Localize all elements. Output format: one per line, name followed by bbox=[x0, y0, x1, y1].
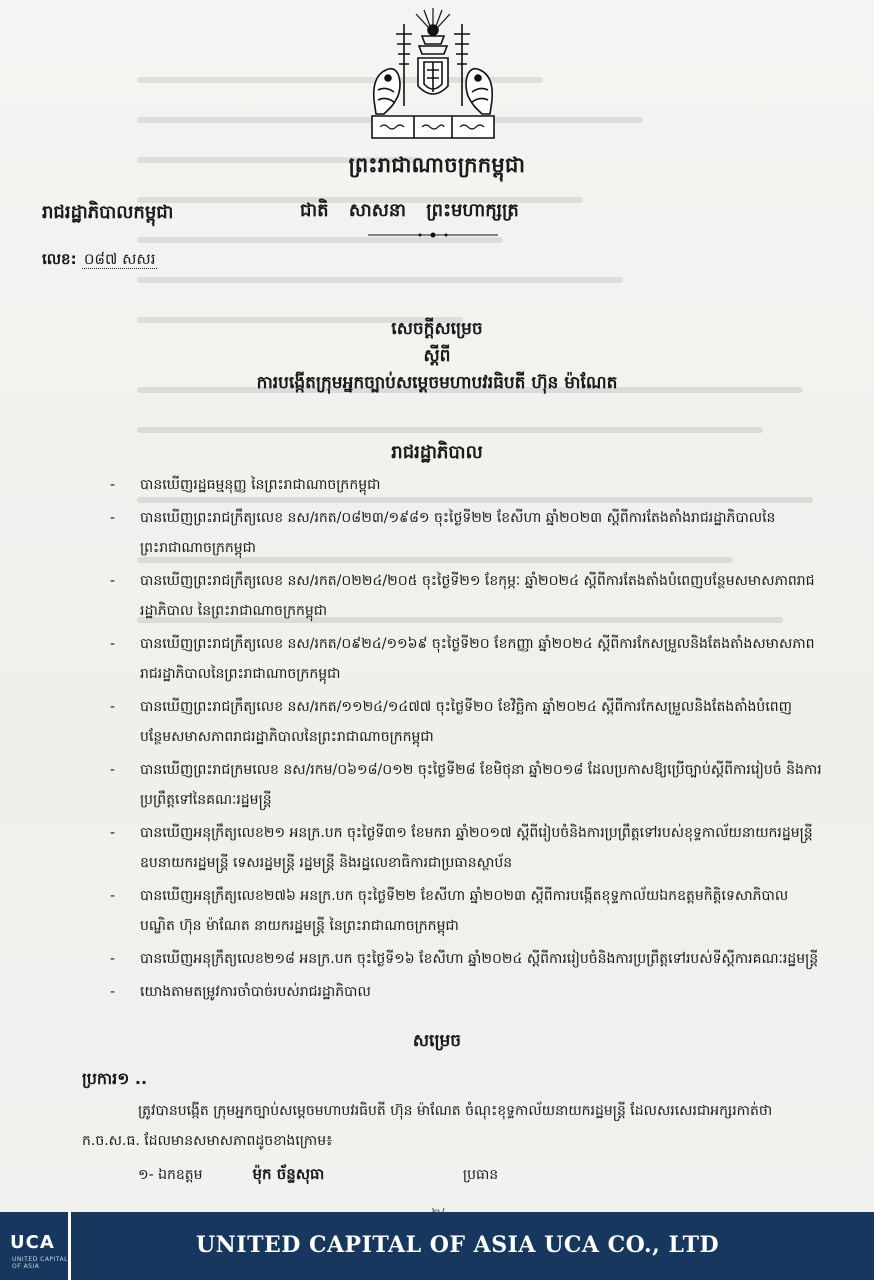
company-name: UNITED CAPITAL OF ASIA UCA CO., LTD bbox=[196, 1232, 720, 1258]
recital-item: - បានឃើញព្រះរាជក្រឹត្យលេខ នស/រកត/០៨២៣/១៩៨១ ចុះថ្ងៃទី២២ ខែសីហា ឆ្នាំ២០២៣ ស្តីពីការតែងតាំងរាជរដ្ឋាភិបាលនៃព្រះរាជាណាចក្រកម្ពុជា bbox=[110, 510, 776, 556]
decision-title: ការបង្កើតក្រុមអ្នកច្បាប់សម្តេចមហាបវរធិបតី ហ៊ុន ម៉ាណែត bbox=[256, 373, 618, 393]
motto-ornament-divider bbox=[368, 230, 498, 240]
article-label: ប្រការ១ .. bbox=[82, 1069, 148, 1088]
article-body: ត្រូវបានបង្កើត ក្រុមអ្នកច្បាប់សម្តេចមហាបវរធិបតី ហ៊ុន ម៉ាណែត ចំណុះខុទ្ទកាល័យនាយករដ្ឋមន្ត្រី ដែលសរសេរជាអក្សរកាត់ថា ក.ច.ស.ធ. ដែលមានសមាសភាពដូចខាងក្រោម៖ bbox=[82, 1103, 773, 1149]
member-row bbox=[138, 1165, 738, 1187]
recital-item: - បានឃើញព្រះរាជក្រឹត្យលេខ នស/រកត/០២២៤/២០៥ ចុះថ្ងៃទី២១ ខែកុម្ភៈ ឆ្នាំ២០២៤ ស្តីពីការតែងតាំងបំពេញបន្ថែមសមាសភាពរាជរដ្ឋាភិបាល នៃព្រះរាជាណាចក្រកម្ពុជា bbox=[110, 573, 815, 619]
uca-logo bbox=[0, 1212, 71, 1280]
company-footer-banner bbox=[0, 1212, 874, 1280]
member-number: ១- ឯកឧត្តម bbox=[138, 1167, 203, 1183]
recital-item: - បានឃើញអនុក្រឹត្យលេខ២១៨ អនក្រ.បក ចុះថ្ងៃទី១៦ ខែសីហា ឆ្នាំ២០២៤ ស្តីពីការរៀបចំនិងការប្រព្រឹត្តទៅរបស់ទីស្តីការគណៈរដ្ឋមន្ត្រី bbox=[110, 951, 819, 967]
decision-heading bbox=[0, 316, 874, 397]
motto-religion: សាសនា bbox=[348, 200, 406, 221]
issuing-government: រាជរដ្ឋាភិបាលកម្ពុជា bbox=[42, 202, 174, 223]
kingdom-title: ព្រះរាជាណាចក្រកម្ពុជា bbox=[348, 153, 526, 177]
royal-coat-of-arms-icon bbox=[364, 4, 502, 144]
national-motto bbox=[300, 198, 519, 225]
recital-item: - បានឃើញអនុក្រឹត្យលេខ២៧៦ អនក្រ.បក ចុះថ្ងៃទី២២ ខែសីហា ឆ្នាំ២០២៣ ស្តីពីការបង្កើតខុទ្ទកាល័យឯកឧត្តមកិត្តិទេសាភិបាលបណ្ឌិត ហ៊ុន ម៉ាណែត នាយករដ្ឋមន្ត្រី នៃព្រះរាជាណាចក្រកម្ពុជា bbox=[110, 888, 789, 934]
recitals-list bbox=[110, 470, 822, 1010]
motto-king: ព្រះមហាក្សត្រ bbox=[426, 200, 519, 221]
recital-item: - យោងតាមតម្រូវការចាំបាច់របស់រាជរដ្ឋាភិបាល bbox=[110, 984, 371, 1000]
recital-item: - បានឃើញព្រះរាជក្រឹត្យលេខ នស/រកត/០៩២៤/១១៦៩ ចុះថ្ងៃទី២០ ខែកញ្ញា ឆ្នាំ២០២៤ ស្តីពីការកែសម្រួលនិងតែងតាំងសមាសភាពរាជរដ្ឋាភិបាលនៃព្រះរាជាណាចក្រកម្ពុជា bbox=[110, 636, 815, 682]
uca-logo-subtext: UNITED CAPITAL OF ASIA bbox=[12, 1256, 68, 1270]
member-role: ប្រធាន bbox=[462, 1167, 499, 1183]
decides-heading: សម្រេច bbox=[412, 1031, 462, 1051]
decision-type: សេចក្តីសម្រេច bbox=[391, 319, 483, 339]
uca-logo-text: UCA bbox=[10, 1232, 55, 1253]
recital-item: - បានឃើញអនុក្រឹត្យលេខ២១ អនក្រ.បក ចុះថ្ងៃទី៣១ ខែមករា ឆ្នាំ២០១៧ ស្តីពីរៀបចំនិងការប្រព្រឹត្តទៅរបស់ខុទ្ទកាល័យនាយករដ្ឋមន្ត្រី ឧបនាយករដ្ឋមន្ត្រី ទេសរដ្ឋមន្ត្រី រដ្ឋមន្ត្រី និងរដ្ឋលេខាធិការជាប្រធានស្ថាប័ន bbox=[110, 825, 813, 871]
member-name: ម៉ុក ច័ន្ទសុធា bbox=[252, 1165, 325, 1183]
issuer-heading: រាជរដ្ឋាភិបាល bbox=[391, 442, 483, 463]
decision-about: ស្តីពី bbox=[423, 346, 451, 366]
reference-value: ០៨៧ សសរ bbox=[83, 250, 156, 268]
motto-nation: ជាតិ bbox=[300, 200, 329, 221]
recital-item: - បានឃើញរដ្ឋធម្មនុញ្ញ នៃព្រះរាជាណាចក្រកម្ពុជា bbox=[110, 477, 381, 493]
reference-label: លេខ: bbox=[42, 250, 77, 268]
recital-item: - បានឃើញព្រះរាជក្រមលេខ នស/រកម/០៦១៨/០១២ ចុះថ្ងៃទី២៨ ខែមិថុនា ឆ្នាំ២០១៨ ដែលប្រកាសឱ្យប្រើច្បាប់ស្តីពីការរៀបចំ និងការប្រព្រឹត្តទៅនៃគណៈរដ្ឋមន្ត្រី bbox=[110, 762, 822, 808]
recital-item: - បានឃើញព្រះរាជក្រឹត្យលេខ នស/រកត/១១២៤/១៤៧៧ ចុះថ្ងៃទី២០ ខែវិច្ឆិកា ឆ្នាំ២០២៤ ស្តីពីការកែសម្រួលនិងតែងតាំងបំពេញបន្ថែមសមាសភាពរាជរដ្ឋាភិបាលនៃព្រះរាជាណាចក្រកម្ពុជា bbox=[110, 699, 792, 745]
reference-number bbox=[42, 250, 157, 272]
